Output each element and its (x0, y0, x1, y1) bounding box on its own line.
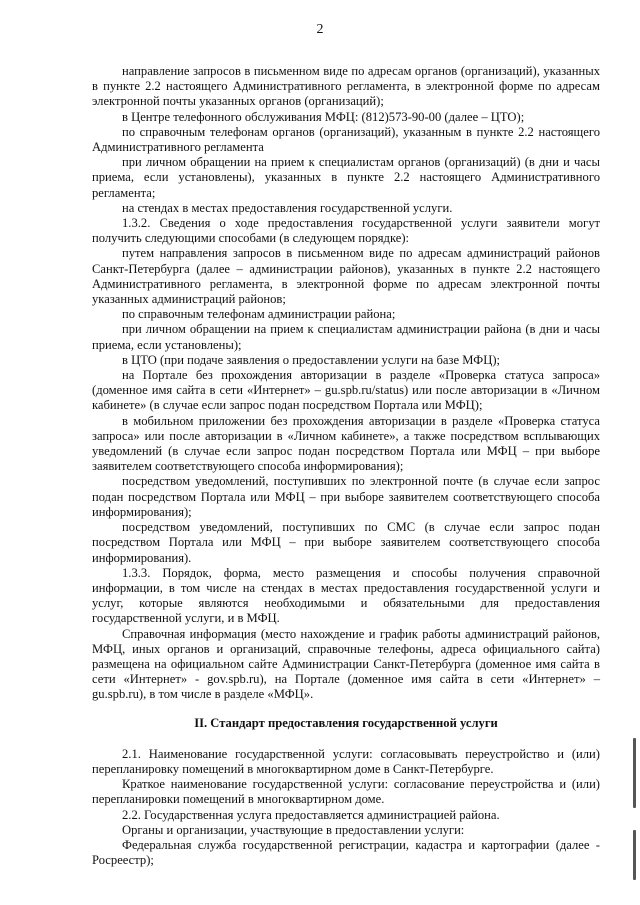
paragraph: на стендах в местах предоставления государственной услуги. (122, 200, 453, 215)
paragraph: посредством уведомлений, поступивших по СМС (в случае если запрос подан посредством Портала или МФЦ – при выборе заявителем соответствующего способа информирования). (92, 520, 600, 565)
paragraph: при личном обращении на прием к специалистам органов (организаций) (в дни и часы приема, если установлены), указанных в пункте 2.2 настоящего Административного регламента; (92, 155, 600, 200)
paragraph: Справочная информация (место нахождение и график работы администраций районов, МФЦ, иных органов и организаций, справочные телефоны, адреса официального сайта) размещена на официальном сайте Администрации Санкт-Петербурга (доменное имя сайта в сети «Интернет» - gov.spb.ru), на Портале (доменное имя сайта в сети «Интернет» – gu.spb.ru), в том числе в разделе «МФЦ». (92, 626, 600, 702)
paragraph: по справочным телефонам органов (организаций), указанным в пункте 2.2 настоящего Административного регламента (92, 124, 600, 155)
paragraph: Органы и организации, участвующие в предоставлении услуги: (122, 822, 465, 837)
scan-edge-mark (633, 830, 636, 880)
paragraph: на Портале без прохождения авторизации в разделе «Проверка статуса запроса» (доменное имя сайта в сети «Интернет» – gu.spb.ru/status) или после авторизации в «Личном кабинете» (в случае если запрос подан посредством Портала или МФЦ); (92, 368, 600, 413)
paragraph-group-section-2 (92, 747, 600, 869)
paragraph: Краткое наименование государственной услуги: согласование переустройства и (или) перепланировки помещений в многоквартирном доме. (92, 777, 600, 807)
paragraph: 2.2. Государственная услуга предоставляется администрацией района. (122, 807, 500, 822)
paragraph: по справочным телефонам администрации района; (122, 307, 396, 322)
page-number: 2 (316, 22, 324, 37)
paragraph: 1.3.2. Сведения о ходе предоставления государственной услуги заявители могут получить следующими способами (в следующем порядке): (92, 216, 600, 246)
paragraph: посредством уведомлений, поступивших по электронной почте (в случае если запрос подан посредством Портала или МФЦ – при выборе заявителем соответствующего способа информирования); (92, 474, 600, 519)
paragraph-group-section-1 (92, 64, 600, 703)
paragraph: Федеральная служба государственной регистрации, кадастра и картографии (далее - Росреестр); (92, 837, 600, 868)
paragraph: 1.3.3. Порядок, форма, место размещения и способы получения справочной информации, в том числе на стендах в местах предоставления государственной услуги и услуг, которые являются необходимыми и обязательными для предоставления государственной услуги, и в МФЦ. (92, 565, 600, 626)
section-heading: II. Стандарт предоставления государственной услуги (194, 715, 498, 730)
paragraph: направление запросов в письменном виде по адресам органов (организаций), указанных в пункте 2.2 настоящего Административного регламента, в электронной форме по адресам электронной почты указанных органов (организаций); (92, 64, 600, 109)
paragraph: при личном обращении на прием к специалистам администрации района (в дни и часы приема, если установлены); (92, 322, 600, 352)
document-body (92, 64, 600, 868)
scan-edge-mark (633, 738, 636, 808)
paragraph: в ЦТО (при подаче заявления о предоставлении услуги на базе МФЦ); (122, 352, 501, 367)
paragraph: в Центре телефонного обслуживания МФЦ: (812)573-90-00 (далее – ЦТО); (122, 109, 525, 124)
paragraph: в мобильном приложении без прохождения авторизации в разделе «Проверка статуса запроса» или после авторизации в «Личном кабинете», а также посредством всплывающих уведомлений (в случае если запрос подан посредством Портала или МФЦ – при выборе заявителем соответствующего способа информирования); (92, 413, 600, 474)
paragraph: 2.1. Наименование государственной услуги: согласовывать переустройство и (или) перепланировку помещений в многоквартирном доме в Санкт-Петербурге. (92, 746, 600, 776)
paragraph: путем направления запросов в письменном виде по адресам администраций районов Санкт-Петербурга (далее – администрации районов), указанных в пункте 2.2 настоящего Административного регламента, в электронной форме по адресам электронной почты указанных администраций районов; (92, 246, 600, 307)
